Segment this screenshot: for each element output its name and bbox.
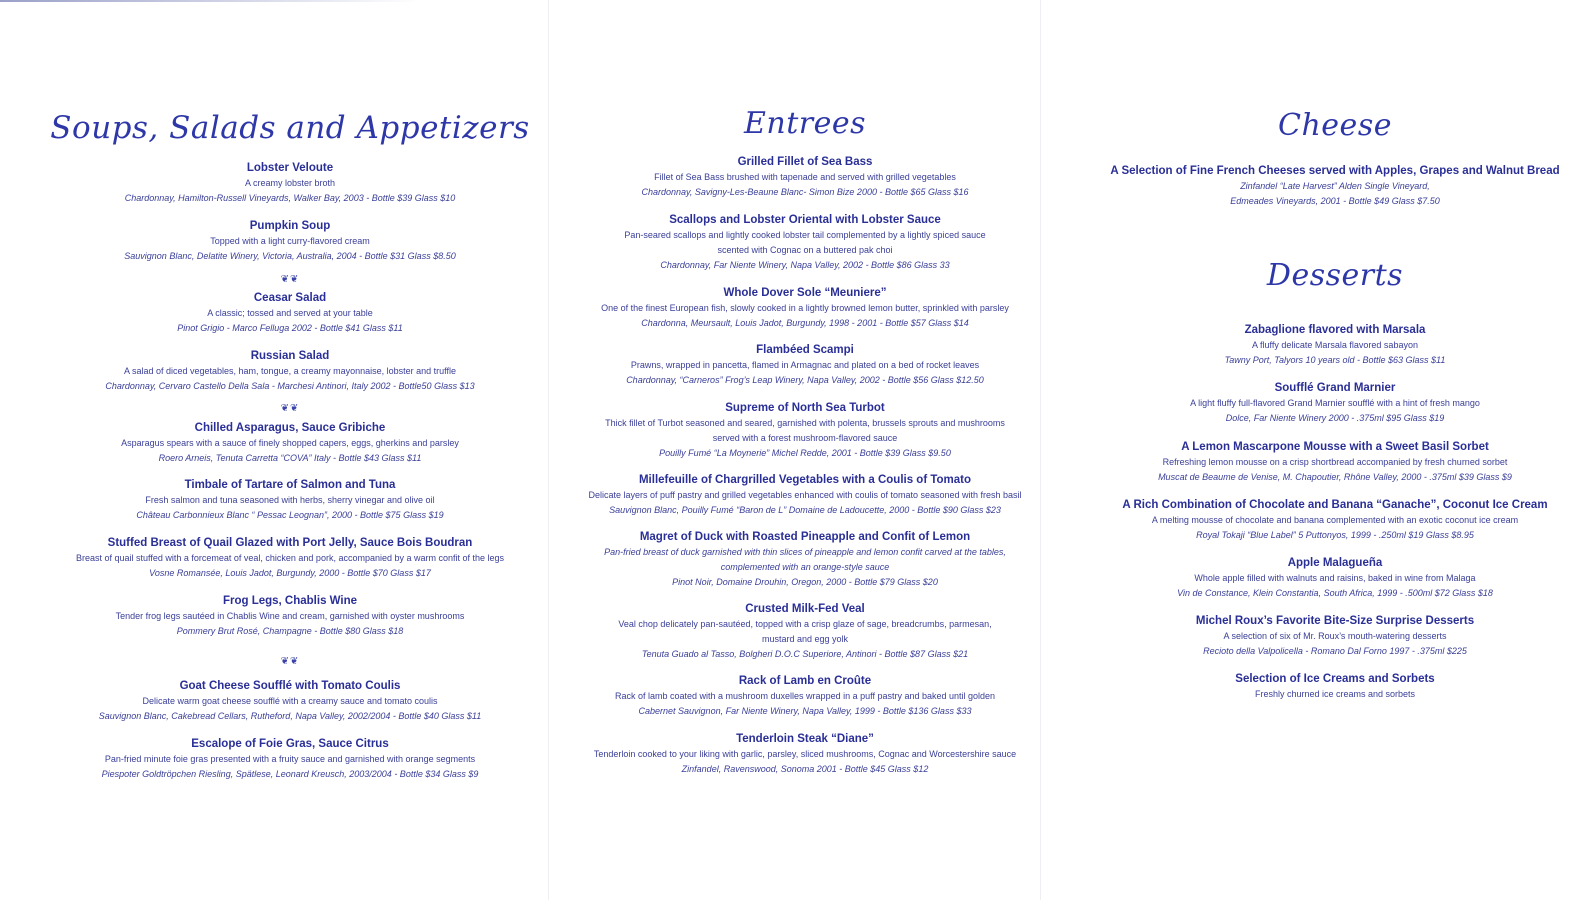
menu-item [555,213,1055,273]
menu-item [555,732,1055,777]
dish-name: Flambéed Scampi [756,344,854,356]
dish-description: Whole apple filled with walnuts and raisins, baked in wine from Malaga [1194,573,1476,583]
menu-item [555,401,1055,461]
menu-item [1095,556,1575,601]
dish-description: One of the finest European fish, slowly cooked in a lightly browned lemon butter, sprinkled with parsley [601,303,1009,313]
dish-name: Goat Cheese Soufflé with Tomato Coulis [179,680,401,692]
dish-name: Frog Legs, Chablis Wine [222,595,358,607]
dish-description: Pan-fried breast of duck garnished with thin slices of pineapple and lemon confit carved at the tables, [604,547,1006,557]
wine-pairing: Pommery Brut Rosé, Champagne - Bottle $80 Glass $18 [176,626,404,636]
wine-pairing: Chardonnay, Far Niente Winery, Napa Valley, 2002 - Bottle $86 Glass 33 [660,260,950,270]
menu-item [1090,164,1580,209]
dish-description: Fresh salmon and tuna seasoned with herbs, sherry vinegar and olive oil [145,495,435,505]
dish-description: Prawns, wrapped in pancetta, flamed in Armagnac and plated on a bed of rocket leaves [630,360,980,370]
wine-pairing: Vin de Constance, Klein Constantia, South Africa, 1999 - .500ml $72 Glass $18 [1177,588,1493,598]
wine-pairing: Piespoter Goldtröpchen Riesling, Spätlese, Leonard Kreusch, 2003/2004 - Bottle $34 Glass $9 [101,769,479,779]
dish-name: Whole Dover Sole “Meuniere” [723,287,887,299]
dish-description: mustard and egg yolk [761,634,849,644]
wine-pairing: Roero Arneis, Tenuta Carretta “COVA” Italy - Bottle $43 Glass $11 [158,453,422,463]
dish-name: Selection of Ice Creams and Sorbets [1235,673,1435,685]
entrees-heading: Entrees [743,106,867,141]
dish-name: Michel Roux’s Favorite Bite-Size Surprise Desserts [1195,615,1475,627]
wine-pairing: Royal Tokaji “Blue Label” 5 Puttonyos, 1999 - .250ml $19 Glass $8.95 [1196,530,1474,540]
dish-description: A salad of diced vegetables, ham, tongue, a creamy mayonnaise, lobster and truffle [123,366,457,376]
wine-pairing: Pouilly Fumé “La Moynerie” Michel Redde, 2001 - Bottle $39 Glass $9.50 [659,448,951,458]
wine-pairing: Edmeades Vineyards, 2001 - Bottle $49 Glass $7.50 [1230,196,1440,206]
dish-name: Chilled Asparagus, Sauce Gribiche [194,422,386,434]
menu-item [555,286,1055,331]
dish-description: Tender frog legs sautéed in Chablis Wine and cream, garnished with oyster mushrooms [115,611,465,621]
menu-item [1095,381,1575,426]
dish-name: Scallops and Lobster Oriental with Lobster Sauce [669,214,941,226]
wine-pairing: Chardonna, Meursault, Louis Jadot, Burgundy, 1998 - 2001 - Bottle $57 Glass $14 [641,318,969,328]
menu-item [555,155,1055,200]
dish-name: Grilled Fillet of Sea Bass [737,156,873,168]
wine-pairing: Chardonnay, Savigny-Les-Beaune Blanc- Simon Bize 2000 - Bottle $65 Glass $16 [641,187,969,197]
dish-name: Escalope of Foie Gras, Sauce Citrus [191,738,389,750]
dish-name: Apple Malagueña [1287,557,1383,569]
dish-name: Rack of Lamb en Croûte [738,675,872,687]
dish-description: Pan-fried minute foie gras presented with a fruity sauce and garnished with orange segments [104,754,476,764]
menu-item [1095,440,1575,485]
dish-name: Crusted Milk-Fed Veal [745,603,865,615]
dish-description: Thick fillet of Turbot seasoned and seared, garnished with polenta, brussels sprouts and mushrooms [605,418,1005,428]
wine-pairing: Sauvignon Blanc, Cakebread Cellars, Rutheford, Napa Valley, 2002/2004 - Bottle $40 Glass $11 [98,711,482,721]
menu-item [1090,498,1580,543]
menu-item [20,421,560,466]
menu-item [1095,614,1575,659]
dish-description: Refreshing lemon mousse on a crisp shortbread accompanied by fresh churned sorbet [1162,457,1508,467]
dish-name: Millefeuille of Chargrilled Vegetables with a Coulis of Tomato [638,474,972,486]
menu-item [20,478,560,523]
wine-pairing: Tenuta Guado al Tasso, Bolgheri D.O.C Superiore, Antinori - Bottle $87 Glass $21 [641,649,969,659]
dish-name: Pumpkin Soup [249,220,331,232]
wine-pairing: Pinot Noir, Domaine Drouhin, Oregon, 2000 - Bottle $79 Glass $20 [672,577,938,587]
menu-item [555,530,1055,590]
dish-name: Russian Salad [250,350,330,362]
ornament-divider: ❦❦ [280,656,300,667]
cheese-heading: Cheese [1278,108,1392,143]
dish-description: Veal chop delicately pan-sautéed, topped with a crisp glaze of sage, breadcrumbs, parmesan, [618,619,992,629]
dish-description: Asparagus spears with a sauce of finely shopped capers, eggs, gherkins and parsley [121,438,459,448]
dish-name: Supreme of North Sea Turbot [725,402,885,414]
ornament-divider: ❦❦ [280,274,300,285]
dish-description: A light fluffy full-flavored Grand Marnier soufflé with a hint of fresh mango [1190,398,1480,408]
menu-item [20,594,560,639]
dish-name: A Selection of Fine French Cheeses served with Apples, Grapes and Walnut Bread [1110,165,1560,177]
dish-name: Tenderloin Steak “Diane” [736,733,874,745]
menu-item [555,602,1055,662]
desserts-heading: Desserts [1266,258,1404,293]
dish-description: Rack of lamb coated with a mushroom duxelles wrapped in a puff pastry and baked until golden [614,691,996,701]
dish-description: A creamy lobster broth [244,178,336,188]
dish-description: A selection of six of Mr. Roux’s mouth-watering desserts [1223,631,1447,641]
dish-description: Pan-seared scallops and lightly cooked lobster tail complemented by a lightly spiced sauce [624,230,986,240]
menu-item [20,349,560,394]
menu-item [20,737,560,782]
dish-description: scented with Cognac on a buttered pak choi [717,245,893,255]
dish-name: Lobster Veloute [246,162,334,174]
dish-name: Stuffed Breast of Quail Glazed with Port Jelly, Sauce Bois Boudran [107,537,473,549]
wine-pairing: Chardonnay, Hamilton-Russell Vineyards, Walker Bay, 2003 - Bottle $39 Glass $10 [124,193,456,203]
dish-name: Soufflé Grand Marnier [1274,382,1396,394]
dish-description: served with a forest mushroom-flavored sauce [712,433,898,443]
dish-name: Ceasar Salad [253,292,327,304]
wine-pairing: Château Carbonnieux Blanc “ Pessac Leognan”, 2000 - Bottle $75 Glass $19 [136,510,444,520]
menu-item [20,219,560,264]
menu-item [1095,672,1575,702]
dish-description: Fillet of Sea Bass brushed with tapenade and served with grilled vegetables [654,172,956,182]
wine-pairing: Chardonnay, “Carneros” Frog’s Leap Winery, Napa Valley, 2002 - Bottle $56 Glass $12.50 [626,375,984,385]
dish-name: A Rich Combination of Chocolate and Banana “Ganache”, Coconut Ice Cream [1122,499,1548,511]
dish-description: A fluffy delicate Marsala flavored sabayon [1252,340,1418,350]
wine-pairing: Cabernet Sauvignon, Far Niente Winery, Napa Valley, 1999 - Bottle $136 Glass $33 [638,706,972,716]
wine-pairing: Vosne Romansée, Louis Jadot, Burgundy, 2000 - Bottle $70 Glass $17 [149,568,431,578]
wine-pairing: Dolce, Far Niente Winery 2000 - .375ml $95 Glass $19 [1225,413,1445,423]
wine-pairing: Chardonnay, Cervaro Castello Della Sala - Marchesi Antinori, Italy 2002 - Bottle50 Glass $13 [105,381,475,391]
dish-name: Zabaglione flavored with Marsala [1244,324,1426,336]
dish-description: Delicate layers of puff pastry and grilled vegetables enhanced with coulis of tomato seasoned with fresh basil [588,490,1022,500]
menu-item [550,473,1060,518]
dish-name: Timbale of Tartare of Salmon and Tuna [184,479,396,491]
dish-name: Magret of Duck with Roasted Pineapple and Confit of Lemon [639,531,971,543]
wine-pairing: Zinfandel, Ravenswood, Sonoma 2001 - Bottle $45 Glass $12 [681,764,929,774]
dish-description: complemented with an orange-style sauce [720,562,890,572]
menu-item [555,343,1055,388]
wine-pairing: Sauvignon Blanc, Pouilly Fumé “Baron de L” Domaine de Ladoucette, 2000 - Bottle $90 Glass $23 [609,505,1001,515]
menu-item [20,291,560,336]
menu-item [20,679,560,724]
dish-description: Delicate warm goat cheese soufflé with a creamy sauce and tomato coulis [142,696,438,706]
wine-pairing: Sauvignon Blanc, Delatite Winery, Victoria, Australia, 2004 - Bottle $31 Glass $8.50 [124,251,456,261]
wine-pairing: Muscat de Beaume de Venise, M. Chapoutier, Rhône Valley, 2000 - .375ml $39 Glass $9 [1158,472,1512,482]
wine-pairing: Tawny Port, Talyors 10 years old - Bottle $63 Glass $11 [1224,355,1446,365]
soups-heading: Soups, Salads and Appetizers [50,110,530,146]
dish-description: Tenderloin cooked to your liking with garlic, parsley, sliced mushrooms, Cognac and Worcestershire sauce [593,749,1017,759]
wine-pairing: Pinot Grigio - Marco Felluga 2002 - Bottle $41 Glass $11 [177,323,403,333]
dish-description: Breast of quail stuffed with a forcemeat of veal, chicken and pork, accompanied by a warm confit of the legs [75,553,505,563]
top-edge-line [0,0,420,2]
dish-name: A Lemon Mascarpone Mousse with a Sweet Basil Sorbet [1181,441,1489,453]
dish-description: Freshly churned ice creams and sorbets [1254,689,1416,699]
menu-item [1095,323,1575,368]
menu-item [20,536,560,581]
dish-description: Topped with a light curry-flavored cream [210,236,370,246]
wine-pairing: Recioto della Valpolicella - Romano Dal Forno 1997 - .375ml $225 [1203,646,1467,656]
wine-pairing: Zinfandel “Late Harvest” Alden Single Vineyard, [1240,181,1430,191]
ornament-divider: ❦❦ [280,403,300,414]
dish-description: A classic; tossed and served at your table [207,308,373,318]
dish-description: A melting mousse of chocolate and banana complemented with an exotic coconut ice cream [1151,515,1519,525]
menu-item [20,161,560,206]
menu-item [555,674,1055,719]
